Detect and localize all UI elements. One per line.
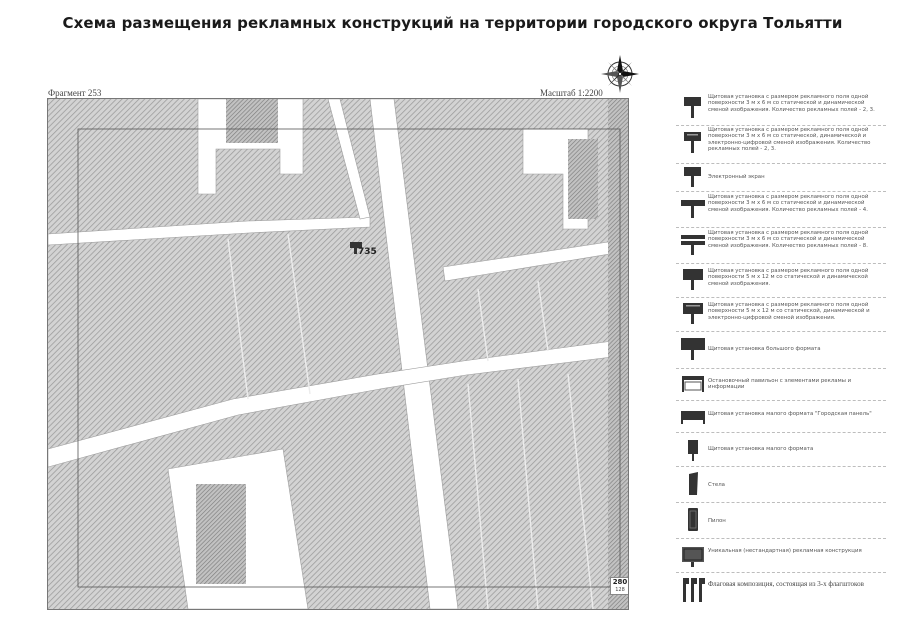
legend-text-10: Щитовая установка малого формата "Городская панель" [708,411,872,417]
legend-text-12: Стела [708,482,725,488]
legend-text-3: Электронный экран [708,174,765,180]
legend-text-14: Уникальная (нестандартная) рекламная конструкция [708,548,862,554]
legend-text-2: Щитовая установка с размером рекламного поля одной поверхности 3 м х 6 м со статической, динамической и электронно-цифровой сменой изображения. Количество рекламных полей - 2, 3. [708,127,871,152]
dark-block-north [226,99,278,143]
flag-composition-icon [680,578,706,602]
dark-block-south [196,484,246,584]
legend-text-6: Щитовая установка с размером рекламного поля одной поверхности 5 м х 12 м со статической и динамической сменой изображения. [708,268,869,287]
map-fragment[interactable] [47,98,629,610]
legend-item-5 [676,227,886,264]
legend-item-14 [676,538,886,573]
large-format-billboard-icon [680,337,706,361]
legend-item-8 [676,331,886,369]
corner-subnumber: 128 [615,587,625,593]
corner-number-label [610,577,629,595]
legend-item-2 [676,125,886,164]
legend-item-11 [676,432,886,467]
legend-text-5: Щитовая установка с размером рекламного поля одной поверхности 3 м х 6 м со статической и динамической сменой изображения. Количество рекламных полей - 8. [708,230,869,249]
legend-text-9: Остановочный павильон с элементами рекламы и информации [708,378,852,391]
billboard-5x12-digital-icon [680,302,706,326]
compass-rose-icon [600,54,640,94]
object-number-label[interactable]: 735 [358,247,377,257]
page-title: Схема размещения рекламных конструкций на территории городского округа Тольятти [62,14,843,32]
billboard-3x6-eight-fields-icon [680,233,706,257]
legend-item-1 [676,92,886,126]
legend-item-13 [676,502,886,539]
billboard-3x6-static-dynamic-icon [680,96,706,120]
legend-item-10 [676,400,886,433]
legend-item-4 [676,191,886,228]
dark-block-east [568,139,598,219]
billboard-3x6-digital-icon [680,131,706,155]
electronic-screen-icon [680,165,706,189]
fragment-label: Фрагмент 253 [48,88,102,98]
city-format-horizontal-icon [680,406,706,430]
unique-art-structure-icon [680,544,706,568]
legend-item-9 [676,368,886,401]
scale-label: Масштаб 1:2200 [540,88,603,98]
legend-item-15 [676,572,886,606]
pylon-icon [680,508,706,532]
billboard-5x12-static-dynamic-icon [680,268,706,292]
billboard-3x6-four-fields-icon [680,197,706,221]
small-format-billboard-icon [680,438,706,462]
legend-text-13: Пилон [708,518,726,524]
legend-item-6 [676,263,886,298]
legend-item-3 [676,163,886,192]
legend-item-12 [676,466,886,503]
legend-text-4: Щитовая установка с размером рекламного поля одной поверхности 3 м х 6 м со статической и динамической сменой изображения. Количество рекламных полей - 4. [708,194,869,213]
bus-stop-pavilion-icon [680,374,706,398]
legend-text-1: Щитовая установка с размером рекламного поля одной поверхности 3 м х 6 м со статической и динамической сменой изображения. Количество рекламных полей - 2, 3. [708,94,875,113]
legend-text-15: Флаговая композиция, состоящая из 3-х флагштоков [708,580,864,588]
corner-number: 280 [612,578,628,586]
legend-item-7 [676,297,886,332]
legend-text-8: Щитовая установка большого формата [708,346,821,352]
legend-text-11: Щитовая установка малого формата [708,446,814,452]
legend-text-7: Щитовая установка с размером рекламного поля одной поверхности 5 м х 12 м со статической, динамической и электронно-цифровой сменой изображения. [708,302,870,321]
dark-edge-east [608,99,628,609]
stela-icon [680,472,706,496]
